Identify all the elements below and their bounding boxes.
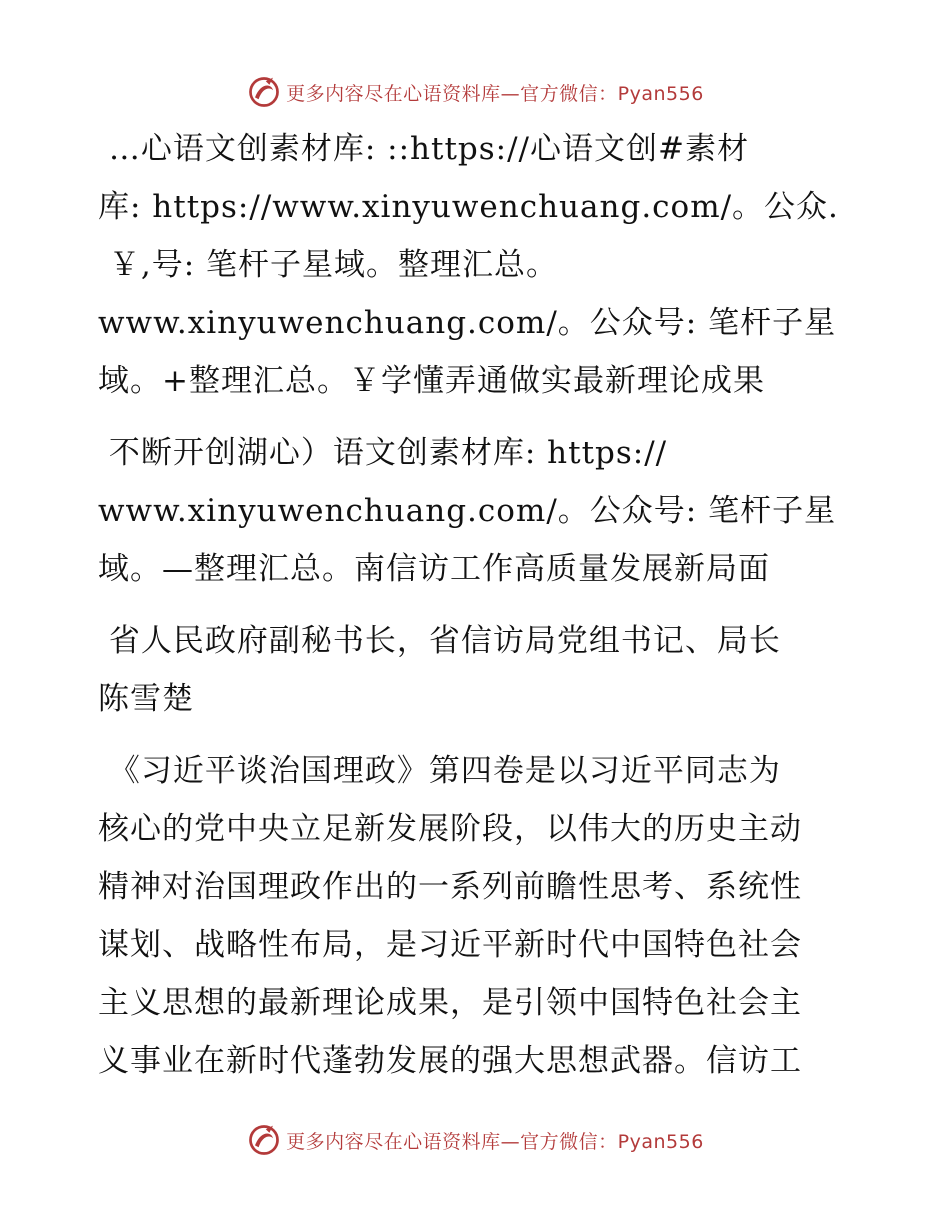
footer-banner-text: 更多内容尽在心语资料库—官方微信：Pyan556 (286, 1130, 704, 1153)
text-line: ￥,号: 笔杆子星域。整理汇总。 (98, 247, 559, 283)
text-line: 陈雪楚 (98, 681, 194, 717)
text-line: www.xinyuwenchuang.com/。公众号: 笔杆子星 (98, 305, 837, 341)
text-line: 省人民政府副秘书长，省信访局党组书记、局长 (98, 623, 781, 659)
document-body (98, 120, 858, 1090)
text-line: 域。—整理汇总。南信访工作高质量发展新局面 (98, 551, 770, 587)
footer-banner (0, 1120, 950, 1160)
paragraph (98, 612, 858, 728)
text-line: www.xinyuwenchuang.com/。公众号: 笔杆子星 (98, 493, 837, 529)
text-line: 域。+整理汇总。￥学懂弄通做实最新理论成果 (98, 363, 765, 399)
text-line: 义事业在新时代蓬勃发展的强大思想武器。信访工 (98, 1043, 802, 1079)
red-swirl-logo-icon (246, 1122, 282, 1158)
header-banner (0, 72, 950, 112)
text-line: …心语文创素材库: ::https://心语文创#素材 (98, 131, 749, 167)
text-line: 谋划、战略性布局，是习近平新时代中国特色社会 (98, 927, 802, 963)
text-line: 精神对治国理政作出的一系列前瞻性思考、系统性 (98, 869, 802, 905)
text-line: 主义思想的最新理论成果，是引领中国特色社会主 (98, 985, 802, 1021)
text-line: 库: https://www.xinyuwenchuang.com/。公众. (98, 189, 839, 225)
paragraph (98, 424, 858, 598)
paragraph (98, 742, 858, 1090)
red-swirl-logo-icon (246, 74, 282, 110)
header-banner-text: 更多内容尽在心语资料库—官方微信：Pyan556 (286, 82, 704, 105)
text-line: 不断开创湖心）语文创素材库: https:// (98, 435, 668, 471)
text-line: 核心的党中央立足新发展阶段，以伟大的历史主动 (98, 811, 802, 847)
paragraph (98, 120, 858, 410)
text-line: 《习近平谈治国理政》第四卷是以习近平同志为 (98, 753, 781, 789)
